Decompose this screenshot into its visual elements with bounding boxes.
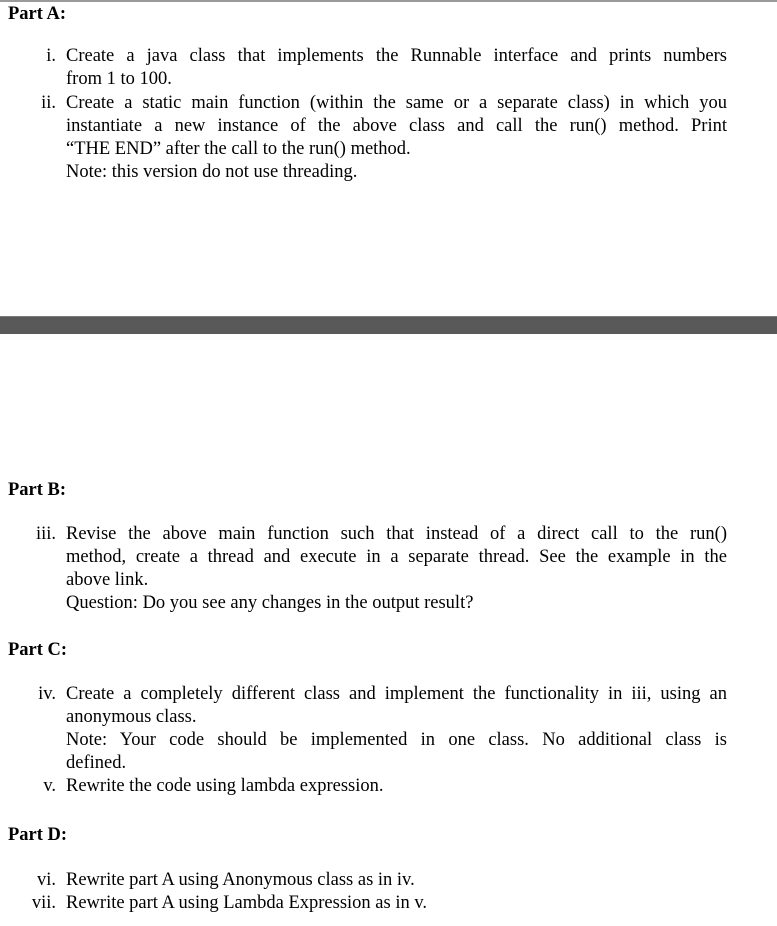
item-number: i. — [46, 46, 56, 66]
item-number: ii. — [41, 93, 56, 113]
item-text-line: Rewrite part A using Anonymous class as in iv. — [66, 870, 415, 890]
item-text-line: anonymous class. — [66, 707, 197, 727]
item-text-line: defined. — [66, 753, 127, 773]
item-text-line: “THE END” after the call to the run() method. — [66, 139, 411, 159]
item-text-line: instantiate a new instance of the above class and call the run() method. Print — [66, 116, 727, 136]
part-a-heading: Part A: — [8, 4, 67, 24]
part-b-heading: Part B: — [8, 480, 67, 500]
item-number: v. — [43, 776, 56, 796]
item-number: vii. — [31, 893, 56, 913]
item-text-line: Rewrite part A using Lambda Expression as in v. — [66, 893, 428, 913]
item-text-line: method, create a thread and execute in a separate thread. See the example in the — [66, 547, 727, 567]
item-number: iii. — [35, 524, 56, 544]
item-text-line: above link. — [66, 570, 149, 590]
item-number: iv. — [38, 684, 56, 704]
item-text-line: Revise the above main function such that instead of a direct call to the run() — [66, 524, 727, 544]
item-text-line: Create a static main function (within the same or a separate class) in which you — [66, 93, 727, 113]
item-text-line: Rewrite the code using lambda expression. — [66, 776, 384, 796]
top-border-line — [0, 0, 777, 2]
item-text-line: from 1 to 100. — [66, 69, 172, 89]
note-text: Note: Your code should be implemented in one class. No additional class is — [66, 730, 727, 750]
item-text-line: Create a completely different class and implement the functionality in iii, using an — [66, 684, 727, 704]
item-number: vi. — [36, 870, 56, 890]
page-divider-bar — [0, 316, 777, 334]
item-text-line: Create a java class that implements the Runnable interface and prints numbers — [66, 46, 727, 66]
question-text: Question: Do you see any changes in the output result? — [66, 593, 474, 613]
part-d-heading: Part D: — [8, 825, 68, 845]
note-text: Note: this version do not use threading. — [66, 162, 358, 182]
part-c-heading: Part C: — [8, 640, 68, 660]
